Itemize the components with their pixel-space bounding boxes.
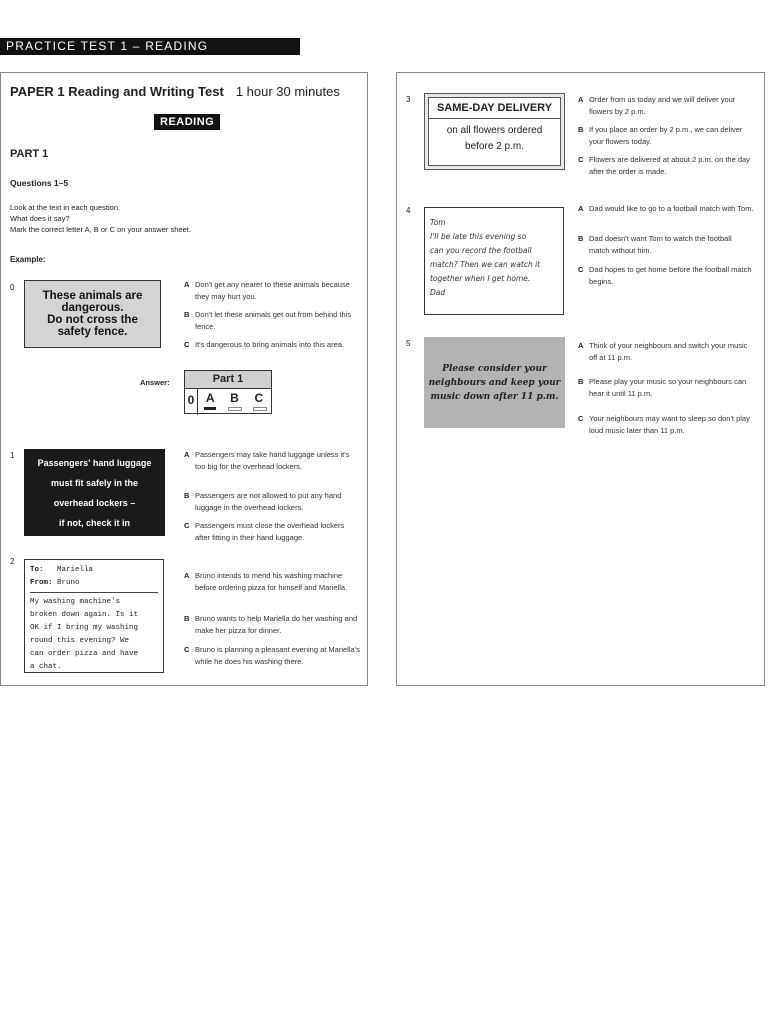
note-from: From: Bruno xyxy=(30,579,80,587)
option-a[interactable]: A Order from us today and we will deliver your flowers by 2 p.m. xyxy=(578,95,736,116)
instructions xyxy=(10,202,191,235)
option-b[interactable]: B If you place an order by 2 p.m., we can deliver your flowers today. xyxy=(578,125,743,146)
option-b[interactable]: B Bruno wants to help Mariella do her washing and make her pizza for dinner. xyxy=(184,614,358,635)
option-b[interactable]: B Please play your music so your neighbours can hear it until 11 p.m. xyxy=(578,377,747,398)
option-a[interactable]: A Think of your neighbours and switch your music off at 11 p.m. xyxy=(578,341,748,362)
sign-line: on all flowers ordered xyxy=(446,125,543,136)
option-c[interactable]: C Flowers are delivered at about 2 p.m. on the day after the order is made. xyxy=(578,155,750,176)
sign-line: must fit safely in the xyxy=(50,477,139,488)
right-page-panel xyxy=(396,72,765,686)
sign-line: dangerous. xyxy=(61,302,124,314)
note-line: Dad xyxy=(430,288,446,297)
instruction-line: What does it say? xyxy=(10,214,70,223)
option-c[interactable]: C Passengers must close the overhead lockers after fitting in their hand luggage. xyxy=(184,521,345,542)
note-divider xyxy=(30,592,158,593)
instruction-line: Look at the text in each question. xyxy=(10,203,121,212)
note-line: can you record the football xyxy=(430,246,532,255)
instruction-line: Mark the correct letter A, B or C on your answer sheet. xyxy=(10,225,191,234)
option-a[interactable]: A Passengers may take hand luggage unless it's too big for the overhead lockers. xyxy=(184,450,350,471)
option-a[interactable]: A Bruno intends to mend his washing machine before ordering pizza for himself and Mariella. xyxy=(184,571,348,592)
part-title: PART 1 xyxy=(10,148,49,160)
page-header-bar xyxy=(0,38,300,55)
left-page-panel xyxy=(0,72,368,686)
example-sign xyxy=(24,280,161,348)
answer-mark-filled xyxy=(204,407,216,410)
option-b[interactable]: B Don't let these animals get out from behind this fence. xyxy=(184,310,352,331)
music-sign xyxy=(424,337,565,428)
option-c[interactable]: C Dad hopes to get home before the football match begins. xyxy=(578,265,752,286)
paper-title: PAPER 1 Reading and Writing Test 1 hour 30 minutes xyxy=(10,84,340,99)
delivery-sign xyxy=(424,93,565,170)
note-line: I'll be late this evening so xyxy=(430,232,527,241)
paper-duration: 1 hour 30 minutes xyxy=(235,84,340,99)
answer-mark-empty xyxy=(228,407,242,411)
answer-cell-b: B xyxy=(224,389,244,415)
option-b[interactable]: B Dad doesn't want Tom to watch the football match without him. xyxy=(578,234,732,255)
luggage-sign xyxy=(24,449,165,536)
sign-line: before 2 p.m. xyxy=(465,141,524,152)
questions-range: Questions 1–5 xyxy=(10,178,69,188)
answer-mark-empty xyxy=(253,407,267,411)
answer-sheet-example xyxy=(184,370,272,414)
question-number: 3 xyxy=(406,95,411,104)
handwritten-note xyxy=(424,207,564,315)
sign-line: neighbours and keep your xyxy=(428,377,561,388)
note-line: together when I get home. xyxy=(430,274,531,283)
note-line: match? Then we can watch it xyxy=(430,260,541,269)
note-line: broken down again. Is it xyxy=(30,611,139,619)
sign-line: overhead lockers – xyxy=(53,497,136,508)
answer-number: 0 xyxy=(185,389,198,415)
sign-line: Do not cross the xyxy=(47,314,138,326)
question-number: 1 xyxy=(10,451,15,460)
question-number: 2 xyxy=(10,557,15,566)
answer-heading: Part 1 xyxy=(185,371,271,389)
note-line: can order pizza and have xyxy=(30,650,139,658)
sign-line: safety fence. xyxy=(57,326,128,338)
answer-cell-a: A xyxy=(200,389,220,415)
sign-line: if not, check it in xyxy=(58,517,130,528)
answer-label: Answer: xyxy=(140,378,170,387)
option-c[interactable]: C It's dangerous to bring animals into this area. xyxy=(184,340,345,349)
sign-heading: SAME-DAY DELIVERY xyxy=(429,98,560,119)
answer-cell-c: C xyxy=(249,389,269,415)
sign-line: music down after 11 p.m. xyxy=(430,391,559,402)
option-c[interactable]: C Your neighbours may want to sleep so don't play loud music later than 11 p.m. xyxy=(578,414,750,435)
sign-line: These animals are xyxy=(42,290,143,302)
message-note xyxy=(24,559,164,673)
question-number: 5 xyxy=(406,339,411,348)
page-header-title: PRACTICE TEST 1 – READING xyxy=(6,39,209,53)
option-a[interactable]: A Don't get any nearer to these animals because they may hurt you. xyxy=(184,280,350,301)
section-badge: READING xyxy=(154,114,220,130)
sign-line: Please consider your xyxy=(442,363,547,374)
sign-line: Passengers' hand luggage xyxy=(37,457,152,468)
example-label: Example: xyxy=(10,255,46,264)
note-line: OK if I bring my washing xyxy=(30,624,139,632)
option-a[interactable]: A Dad would like to go to a football match with Tom. xyxy=(578,204,754,213)
note-line: My washing machine's xyxy=(30,598,121,606)
note-line: round this evening? We xyxy=(30,637,130,645)
question-number: 0 xyxy=(10,283,15,292)
option-b[interactable]: B Passengers are not allowed to put any hand luggage in the overhead lockers. xyxy=(184,491,342,512)
question-number: 4 xyxy=(406,206,411,215)
option-c[interactable]: C Bruno is planning a pleasant evening at Mariella's while he does his washing there. xyxy=(184,645,360,666)
note-line: Tom xyxy=(430,218,446,227)
note-line: a chat. xyxy=(30,663,62,671)
note-to: To: Mariella xyxy=(30,566,94,574)
